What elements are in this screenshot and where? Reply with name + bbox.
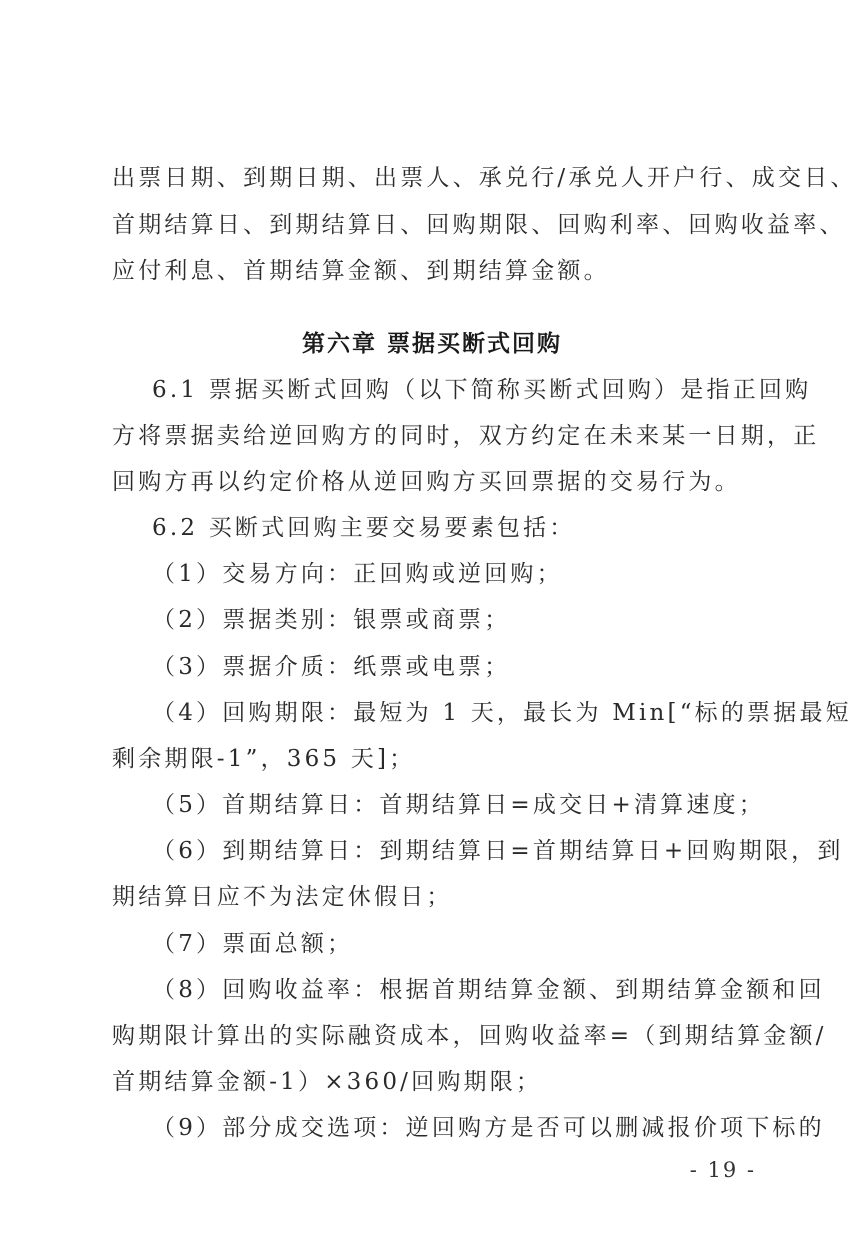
paragraph-line: 方将票据卖给逆回购方的同时，双方约定在未来某一日期，正 — [112, 423, 820, 449]
text-line: 首期结算日、到期结算日、回购期限、回购利率、回购收益率、 — [112, 212, 846, 238]
list-item: （8）回购收益率：根据首期结算金额、到期结算金额和回 — [152, 977, 825, 1003]
paragraph-line: 6.1 票据买断式回购（以下简称买断式回购）是指正回购 — [152, 377, 812, 403]
list-item: （1）交易方向：正回购或逆回购； — [152, 561, 563, 587]
list-item: （5）首期结算日：首期结算日=成交日+清算速度； — [152, 792, 765, 818]
paragraph-line: 6.2 买断式回购主要交易要素包括： — [152, 515, 576, 541]
chapter-title: 第六章 票据买断式回购 — [301, 330, 562, 357]
list-item-continuation: 购期限计算出的实际融资成本，回购收益率=（到期结算金额/ — [112, 1023, 827, 1049]
list-item-continuation: 剩余期限-1”，365 天]； — [112, 746, 416, 772]
list-item: （3）票据介质：纸票或电票； — [152, 654, 511, 680]
list-item: （4）回购期限：最短为 1 天，最长为 Min[“标的票据最短 — [152, 700, 852, 726]
paragraph-line: 回购方再以约定价格从逆回购方买回票据的交易行为。 — [112, 469, 741, 495]
list-item-continuation: 首期结算金额-1）×360/回购期限； — [112, 1069, 543, 1095]
text-line: 出票日期、到期日期、出票人、承兑行/承兑人开户行、成交日、 — [112, 165, 857, 191]
text-line: 应付利息、首期结算金额、到期结算金额。 — [112, 258, 610, 284]
list-item: （9）部分成交选项：逆回购方是否可以删减报价项下标的 — [152, 1115, 825, 1141]
list-item: （2）票据类别：银票或商票； — [152, 607, 511, 633]
list-item: （7）票面总额； — [152, 931, 354, 957]
list-item: （6）到期结算日：到期结算日=首期结算日+回购期限，到 — [152, 838, 844, 864]
page-number: - 19 - — [689, 1158, 756, 1182]
list-item-continuation: 期结算日应不为法定休假日； — [112, 884, 453, 910]
